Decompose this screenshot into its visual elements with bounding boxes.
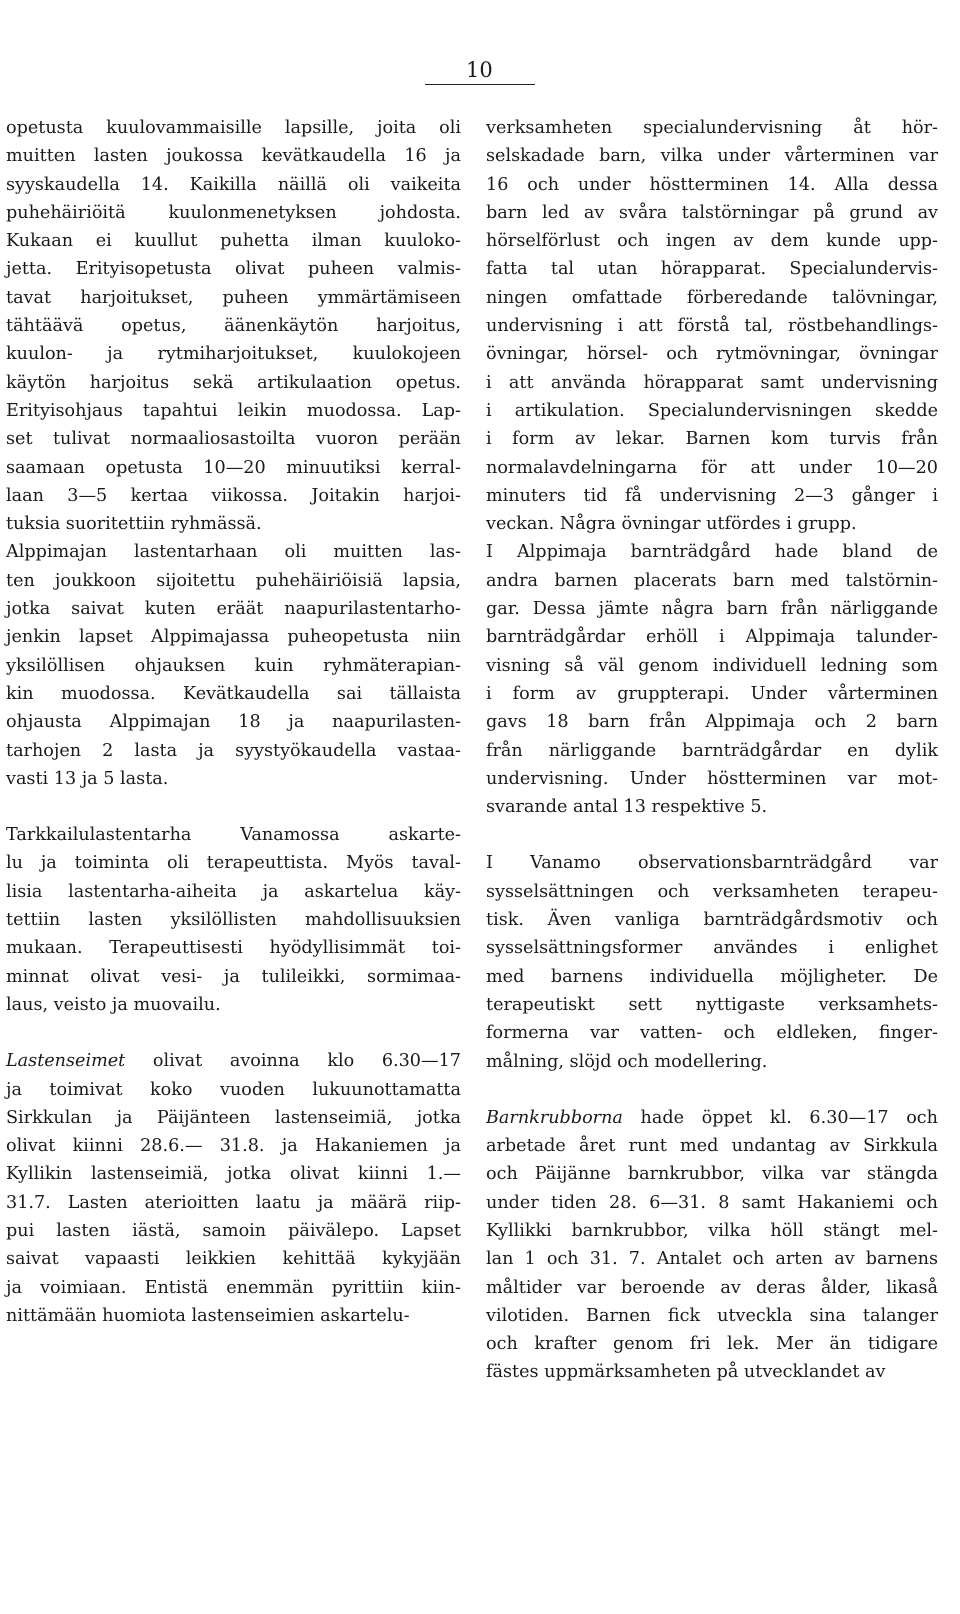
text-line: svarande antal 13 respektive 5.: [486, 797, 768, 818]
text-line: tarhojen 2 lasta ja syystyökaudella vastaa-: [6, 740, 461, 761]
text-line: ningen omfattade förberedande talövningar,: [486, 287, 938, 308]
text-line: tuksia suoritettiin ryhmässä.: [6, 514, 262, 535]
text-line: mukaan. Terapeuttisesti hyödyllisimmät toi-: [6, 938, 461, 959]
text-line: övningar, hörsel- och rytmövningar, övningar: [486, 344, 938, 365]
text-line: undervisning. Under höstterminen var mot-: [486, 768, 938, 789]
text-line: ohjausta Alppimajan 18 ja naapurilasten-: [6, 712, 461, 733]
text-line: muitten lasten joukossa kevätkaudella 16 ja: [6, 146, 461, 167]
text-line: syyskaudella 14. Kaikilla näillä oli vaikeita: [6, 174, 461, 195]
text-line: kin muodossa. Kevätkaudella sai tällaista: [6, 683, 461, 704]
paragraph: [486, 849, 938, 1075]
text-line: Kyllikki barnkrubbor, vilka höll stängt mel-: [486, 1220, 938, 1241]
text-line: saivat vapaasti leikkien kehittää kykyjään: [6, 1249, 461, 1270]
paragraph: [6, 538, 461, 793]
text-line: selskadade barn, vilka under vårterminen var: [486, 146, 938, 167]
text-line: 31.7. Lasten aterioitten laatu ja määrä riip-: [6, 1192, 461, 1213]
section-gap: [486, 821, 938, 849]
header-rule: [425, 84, 535, 85]
text-line: gavs 18 barn från Alppimaja och 2 barn: [486, 712, 938, 733]
text-line: lisia lastentarha-aiheita ja askartelua käy-: [6, 881, 461, 902]
text-line: Tarkkailulastentarha Vanamossa askarte-: [6, 825, 461, 846]
text-line: kuulon- ja rytmiharjoitukset, kuulokojeen: [6, 344, 461, 365]
text-line: Alppimajan lastentarhaan oli muitten las-: [6, 542, 461, 563]
paragraph: [486, 114, 938, 538]
text-line: jotka saivat kuten eräät naapurilastentarho-: [6, 599, 461, 620]
text-line: undervisning i att förstå tal, röstbehandlings-: [486, 316, 938, 337]
text-line: Kukaan ei kuullut puhetta ilman kuuloko-: [6, 231, 461, 252]
text-line: 16 och under höstterminen 14. Alla dessa: [486, 174, 938, 195]
text-line: med barnens individuella möjligheter. De: [486, 966, 938, 987]
text-line: i form av gruppterapi. Under vårterminen: [486, 683, 938, 704]
text-line: saamaan opetusta 10—20 minuutiksi kerral-: [6, 457, 461, 478]
text-line: lan 1 och 31. 7. Antalet och arten av barnens: [486, 1249, 938, 1270]
section-gap: [6, 1019, 461, 1047]
text-line: nittämään huomiota lastenseimien askartelu-: [6, 1305, 410, 1326]
text-line: tettiin lasten yksilöllisten mahdollisuuksien: [6, 910, 461, 931]
text-line: veckan. Några övningar utfördes i grupp.: [486, 514, 857, 535]
text-line: och krafter genom fri lek. Mer än tidigare: [486, 1334, 938, 1355]
text-line: visning så väl genom individuell ledning som: [486, 655, 938, 676]
text-line: i att använda hörapparat samt undervisning: [486, 372, 938, 393]
text-line: Erityisohjaus tapahtui leikin muodossa. Lap-: [6, 400, 461, 421]
text-line: ten joukkoon sijoitettu puhehäiriöisiä lapsia,: [6, 570, 461, 591]
left-column-finnish: [6, 114, 461, 1330]
text-line: måltider var beroende av deras ålder, likaså: [486, 1277, 938, 1298]
text-line: [6, 1047, 461, 1075]
text-line: [486, 1104, 938, 1132]
paragraph: [6, 821, 461, 1019]
text-line: sysselsättningen och verksamheten terapeu-: [486, 881, 938, 902]
text-line: puhehäiriöitä kuulonmenetyksen johdosta.: [6, 202, 461, 223]
text-line: barnträdgårdar erhöll i Alppimaja talunder-: [486, 627, 938, 648]
text-line: formerna var vatten- och eldleken, finger-: [486, 1023, 938, 1044]
text-line: vilotiden. Barnen fick utveckla sina talanger: [486, 1305, 938, 1326]
text-line: tisk. Även vanliga barnträdgårdsmotiv och: [486, 910, 938, 931]
text-line: normalavdelningarna för att under 10—20: [486, 457, 938, 478]
text-line: olivat kiinni 28.6.— 31.8. ja Hakaniemen ja: [6, 1136, 461, 1157]
text-line: ja voimiaan. Entistä enemmän pyrittiin kiin-: [6, 1277, 461, 1298]
text-line: andra barnen placerats barn med talstörnin-: [486, 570, 938, 591]
text-line: lu ja toiminta oli terapeuttista. Myös taval-: [6, 853, 461, 874]
text-line: minuters tid få undervisning 2—3 gånger i: [486, 485, 938, 506]
text-line: vasti 13 ja 5 lasta.: [6, 768, 169, 789]
text-line: käytön harjoitus sekä artikulaation opetus.: [6, 372, 461, 393]
text-line: ja toimivat koko vuoden lukuunottamatta: [6, 1079, 461, 1100]
section-gap: [6, 793, 461, 821]
paragraph: [486, 538, 938, 821]
text-line: målning, slöjd och modellering.: [486, 1051, 768, 1072]
text-line: sysselsättningsformer användes i enlighet: [486, 938, 938, 959]
text-line: under tiden 28. 6—31. 8 samt Hakaniemi och: [486, 1192, 938, 1213]
text-line: terapeutiskt sett nyttigaste verksamhets-: [486, 994, 938, 1015]
text-line: tavat harjoitukset, puheen ymmärtämiseen: [6, 287, 461, 308]
text-line: I Vanamo observationsbarnträdgård var: [486, 853, 938, 874]
section-lead-word: Lastenseimet: [6, 1051, 126, 1072]
text-line: i artikulation. Specialundervisningen skedde: [486, 400, 938, 421]
text-line: jenkin lapset Alppimajassa puheopetusta niin: [6, 627, 461, 648]
text-line: och Päijänne barnkrubbor, vilka var stängda: [486, 1164, 938, 1185]
text-line: fatta tal utan hörapparat. Specialundervis-: [486, 259, 938, 280]
section-gap: [486, 1076, 938, 1104]
paragraph: [6, 114, 461, 538]
text-line: laan 3—5 kertaa viikossa. Joitakin harjoi-: [6, 485, 461, 506]
text-line: Kyllikin lastenseimiä, jotka olivat kiinni 1.—: [6, 1164, 461, 1185]
text-line: laus, veisto ja muovailu.: [6, 994, 221, 1015]
text-line: gar. Dessa jämte några barn från närliggande: [486, 599, 938, 620]
section-lead-word: Barnkrubborna: [486, 1107, 623, 1128]
text-line: från närliggande barnträdgårdar en dylik: [486, 740, 938, 761]
text-line: verksamheten specialundervisning åt hör-: [486, 118, 938, 138]
text-line-rest: olivat avoinna klo 6.30—17: [125, 1051, 461, 1072]
text-line: yksilöllisen ohjauksen kuin ryhmäterapian-: [6, 655, 461, 676]
text-line: minnat olivat vesi- ja tulileikki, sormimaa-: [6, 966, 461, 987]
text-line: opetusta kuulovammaisille lapsille, joita oli: [6, 118, 461, 138]
text-line: I Alppimaja barnträdgård hade bland de: [486, 542, 938, 563]
paragraph: [6, 1047, 461, 1330]
text-line: Sirkkulan ja Päijänteen lastenseimiä, jotka: [6, 1107, 461, 1128]
right-column-swedish: [486, 114, 938, 1387]
text-line: set tulivat normaaliosastoilta vuoron perään: [6, 429, 461, 450]
text-line: fästes uppmärksamheten på utvecklandet av: [486, 1362, 886, 1383]
text-line: barn led av svåra talstörningar på grund av: [486, 202, 938, 223]
text-line-rest: hade öppet kl. 6.30—17 och: [622, 1107, 938, 1128]
text-line: hörselförlust och ingen av dem kunde upp-: [486, 231, 938, 252]
text-line: arbetade året runt med undantag av Sirkkula: [486, 1136, 938, 1157]
page-number: 10: [466, 58, 493, 82]
paragraph: [486, 1104, 938, 1387]
text-line: pui lasten iästä, samoin päivälepo. Lapset: [6, 1220, 461, 1241]
text-line: jetta. Erityisopetusta olivat puheen valmis-: [6, 259, 461, 280]
text-line: tähtäävä opetus, äänenkäytön harjoitus,: [6, 316, 461, 337]
text-line: i form av lekar. Barnen kom turvis från: [486, 429, 938, 450]
